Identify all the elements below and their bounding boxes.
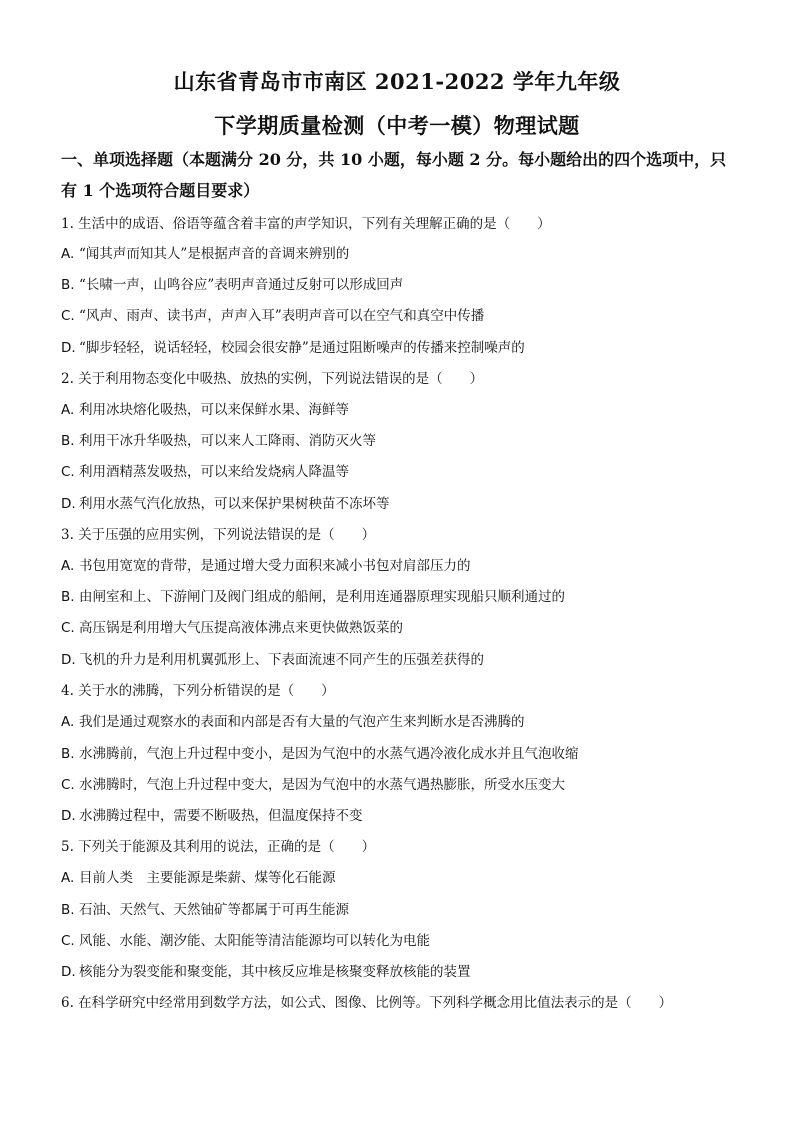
question-1-option-d bbox=[61, 338, 751, 358]
option-letter: A. bbox=[61, 558, 75, 574]
option-text: 水沸腾前，气泡上升过程中变小，是因为气泡中的水蒸气遇冷液化成水并且气泡收缩 bbox=[79, 746, 579, 762]
option-text: 飞机的升力是利用机翼弧形上、下表面流速不同产生的压强差获得的 bbox=[79, 652, 484, 668]
question-4-option-b bbox=[61, 744, 751, 764]
option-text: 石油、天然气、天然铀矿等都属于可再生能源 bbox=[79, 902, 349, 918]
option-letter: A. bbox=[61, 870, 75, 886]
option-letter: D. bbox=[61, 340, 76, 356]
option-letter: D. bbox=[61, 964, 76, 980]
section-heading-line-2: 有 1 个选项符合题目要求） bbox=[61, 181, 260, 200]
option-text: 利用水蒸气汽化放热，可以来保护果树秧苗不冻坏等 bbox=[79, 496, 390, 512]
option-text: “脚步轻轻，说话轻轻，校园会很安静”是通过阻断噪声的传播来控制噪声的 bbox=[79, 340, 525, 356]
question-2-option-d bbox=[61, 494, 751, 514]
question-1-stem: 1. 生活中的成语、俗语等蕴含着丰富的声学知识，下列有关理解正确的是（ ） bbox=[61, 216, 551, 232]
option-text: 利用冰块熔化吸热，可以来保鲜水果、海鲜等 bbox=[79, 402, 349, 418]
question-3-stem: 3. 关于压强的应用实例，下列说法错误的是（ ） bbox=[61, 527, 376, 543]
option-text: 水沸腾时，气泡上升过程中变大，是因为气泡中的水蒸气遇热膨胀，所受水压变大 bbox=[79, 777, 565, 793]
option-letter: C. bbox=[61, 933, 75, 949]
question-2-option-c bbox=[61, 462, 751, 482]
question-4-option-a bbox=[61, 712, 751, 732]
question-3-option-d bbox=[61, 650, 751, 670]
option-text: 由闸室和上、下游闸门及阀门组成的船闸，是利用连通器原理实现船只顺利通过的 bbox=[79, 589, 565, 605]
question-3-option-c bbox=[61, 618, 751, 638]
option-text: 目前人类 主要能源是柴薪、煤等化石能源 bbox=[79, 870, 336, 886]
option-letter: D. bbox=[61, 652, 76, 668]
option-letter: B. bbox=[61, 277, 75, 293]
option-letter: B. bbox=[61, 589, 75, 605]
question-2-option-b bbox=[61, 431, 751, 451]
option-letter: B. bbox=[61, 433, 75, 449]
option-letter: C. bbox=[61, 308, 75, 324]
section-heading-line-1: 一、单项选择题（本题满分 20 分，共 10 小题，每小题 2 分。每小题给出的四个选项中，只 bbox=[61, 150, 727, 169]
option-text: “闻其声而知其人”是根据声音的音调来辨别的 bbox=[79, 246, 350, 262]
question-5-option-c bbox=[61, 931, 751, 951]
option-text: “长啸一声，山鸣谷应”表明声音通过反射可以形成回声 bbox=[79, 277, 404, 293]
option-text: 水沸腾过程中，需要不断吸热，但温度保持不变 bbox=[79, 808, 363, 824]
question-2-option-a bbox=[61, 400, 751, 420]
option-letter: C. bbox=[61, 620, 75, 636]
question-1-option-a bbox=[61, 244, 751, 264]
option-text: “风声、雨声、读书声，声声入耳”表明声音可以在空气和真空中传播 bbox=[79, 308, 485, 324]
question-1-option-b bbox=[61, 275, 751, 295]
exam-title-line-2: 下学期质量检测（中考一模）物理试题 bbox=[214, 113, 580, 138]
question-5-option-a bbox=[61, 868, 751, 888]
question-5-option-d bbox=[61, 962, 751, 982]
question-4-option-d bbox=[61, 806, 751, 826]
question-2-stem: 2. 关于利用物态变化中吸热、放热的实例，下列说法错误的是（ ） bbox=[61, 371, 484, 387]
option-letter: A. bbox=[61, 402, 75, 418]
option-letter: D. bbox=[61, 808, 76, 824]
question-3-option-a bbox=[61, 556, 751, 576]
exam-title-line-1: 山东省青岛市市南区 2021-2022 学年九年级 bbox=[173, 69, 621, 94]
question-4-stem: 4. 关于水的沸腾，下列分析错误的是（ ） bbox=[61, 683, 335, 699]
option-letter: A. bbox=[61, 246, 75, 262]
option-letter: C. bbox=[61, 464, 75, 480]
option-text: 核能分为裂变能和聚变能，其中核反应堆是核聚变释放核能的装置 bbox=[79, 964, 471, 980]
question-3-option-b bbox=[61, 587, 751, 607]
option-letter: C. bbox=[61, 777, 75, 793]
option-text: 高压锅是利用增大气压提高液体沸点来更快做熟饭菜的 bbox=[79, 620, 403, 636]
option-letter: A. bbox=[61, 714, 75, 730]
option-text: 风能、水能、潮汐能、太阳能等清洁能源均可以转化为电能 bbox=[79, 933, 430, 949]
option-text: 书包用宽宽的背带，是通过增大受力面积来减小书包对肩部压力的 bbox=[79, 558, 471, 574]
question-4-option-c bbox=[61, 775, 751, 795]
question-5-stem: 5. 下列关于能源及其利用的说法，正确的是（ ） bbox=[61, 839, 376, 855]
option-text: 我们是通过观察水的表面和内部是否有大量的气泡产生来判断水是否沸腾的 bbox=[79, 714, 525, 730]
question-5-option-b bbox=[61, 900, 751, 920]
option-text: 利用干冰升华吸热，可以来人工降雨、消防灭火等 bbox=[79, 433, 376, 449]
option-letter: B. bbox=[61, 746, 75, 762]
question-1-option-c bbox=[61, 306, 751, 326]
option-text: 利用酒精蒸发吸热，可以来给发烧病人降温等 bbox=[79, 464, 349, 480]
option-letter: B. bbox=[61, 902, 75, 918]
option-letter: D. bbox=[61, 496, 76, 512]
question-6-stem: 6. 在科学研究中经常用到数学方法，如公式、图像、比例等。下列科学概念用比值法表示的是（ ） bbox=[61, 995, 673, 1011]
